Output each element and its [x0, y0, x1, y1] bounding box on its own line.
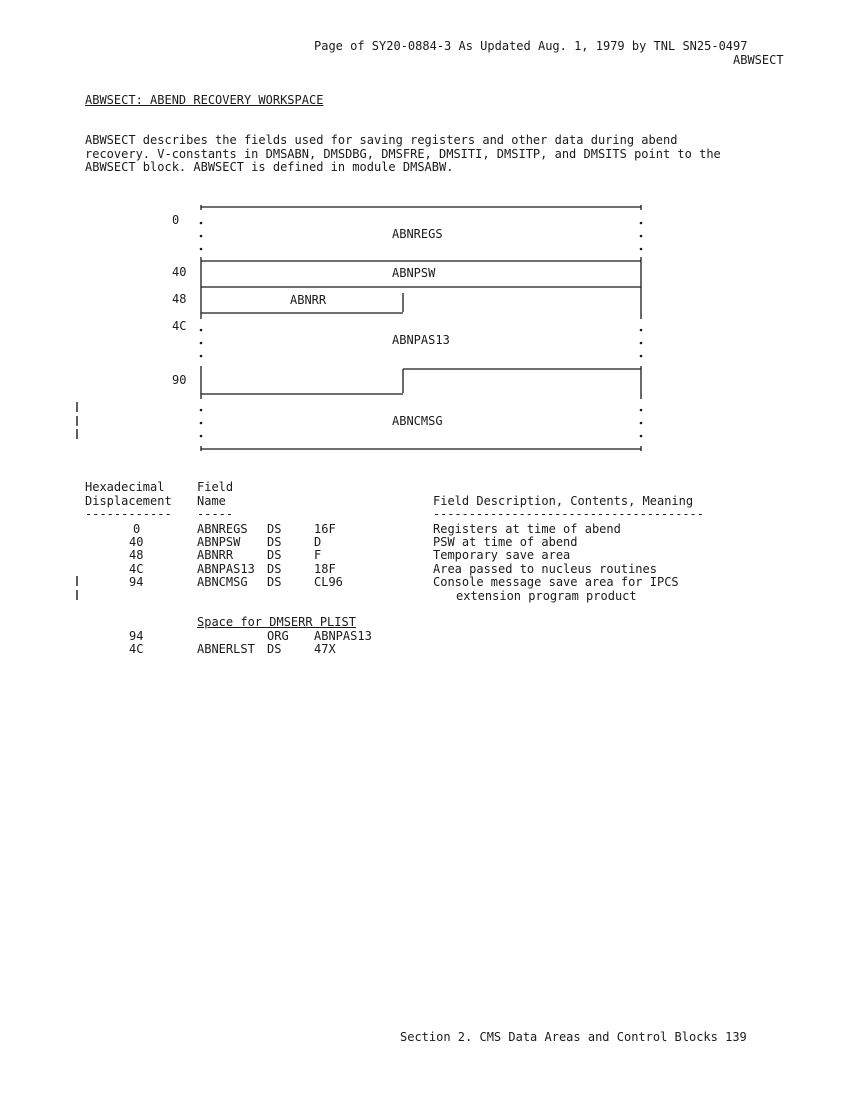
row-length: ABNPAS13 [314, 629, 372, 643]
subheading-dmserr-plist: Space for DMSERR PLIST [197, 615, 356, 629]
row-displacement: 48 [129, 548, 144, 562]
row-description: Temporary save area [433, 548, 571, 562]
row-type: DS [267, 522, 282, 536]
row-displacement: 4C [129, 642, 144, 656]
row-type: DS [267, 642, 282, 656]
row-displacement: 94 [129, 629, 144, 643]
header-displacement-2: Displacement [85, 494, 172, 508]
page-footer: Section 2. CMS Data Areas and Control Blocks 139 [400, 1030, 747, 1044]
intro-line-3: ABWSECT block. ABWSECT is defined in module DMSABW. [85, 160, 454, 174]
rule-displacement: ------------ [85, 507, 172, 521]
field-abnpsw: ABNPSW [392, 266, 436, 280]
row-type: DS [267, 548, 282, 562]
table-row-continuation [0, 589, 849, 602]
page-header-line2: ABWSECT [733, 53, 784, 67]
row-type: DS [267, 535, 282, 549]
header-displacement-1: Hexadecimal [85, 480, 165, 494]
rule-field: ----- [197, 507, 234, 521]
row-length: 18F [314, 562, 336, 576]
offset-label-40: 40 [172, 265, 187, 279]
row-field-name: ABNRR [197, 548, 234, 562]
table-row [0, 575, 849, 588]
table-row [0, 562, 849, 575]
row-description: PSW at time of abend [433, 535, 578, 549]
row-description: Area passed to nucleus routines [433, 562, 657, 576]
offset-label-48: 48 [172, 292, 187, 306]
table-row [0, 522, 849, 535]
row-length: F [314, 548, 322, 562]
row-description: Console message save area for IPCS [433, 575, 679, 589]
page-header-line1: Page of SY20-0884-3 As Updated Aug. 1, 1979 by TNL SN25-0497 [314, 39, 748, 53]
field-abnregs: ABNREGS [392, 227, 443, 241]
offset-label-0: 0 [172, 213, 180, 227]
intro-line-1: ABWSECT describes the fields used for saving registers and other data during abend [85, 133, 678, 147]
row-displacement: 4C [129, 562, 144, 576]
header-field-2: Name [197, 494, 226, 508]
row-type: DS [267, 562, 282, 576]
header-field-1: Field [197, 480, 234, 494]
row-length: 47X [314, 642, 336, 656]
row-field-name: ABNREGS [197, 522, 248, 536]
row-displacement: 94 [129, 575, 144, 589]
row-description-continued: extension program product [456, 589, 637, 603]
section-title: ABWSECT: ABEND RECOVERY WORKSPACE [85, 93, 324, 107]
header-description: Field Description, Contents, Meaning [433, 494, 694, 508]
row-length: D [314, 535, 322, 549]
row-length: CL96 [314, 575, 343, 589]
table-row [0, 642, 849, 655]
intro-line-2: recovery. V-constants in DMSABN, DMSDBG, DMSFRE, DMSITI, DMSITP, and DMSITS point to the [85, 147, 721, 161]
row-displacement: 40 [129, 535, 144, 549]
row-description: Registers at time of abend [433, 522, 621, 536]
table-row [0, 548, 849, 561]
row-field-name: ABNPSW [197, 535, 241, 549]
row-displacement: 0 [133, 522, 141, 536]
offset-label-4c: 4C [172, 319, 187, 333]
row-type: DS [267, 575, 282, 589]
row-field-name: ABNERLST [197, 642, 255, 656]
offset-label-90: 90 [172, 373, 187, 387]
field-abnpas13: ABNPAS13 [392, 333, 450, 347]
field-abncmsg: ABNCMSG [392, 414, 443, 428]
field-abnrr: ABNRR [290, 293, 327, 307]
row-type: ORG [267, 629, 289, 643]
row-length: 16F [314, 522, 336, 536]
rule-description: -------------------------------------- [433, 507, 704, 521]
row-field-name: ABNCMSG [197, 575, 248, 589]
row-field-name: ABNPAS13 [197, 562, 255, 576]
table-row [0, 629, 849, 642]
table-row [0, 535, 849, 548]
